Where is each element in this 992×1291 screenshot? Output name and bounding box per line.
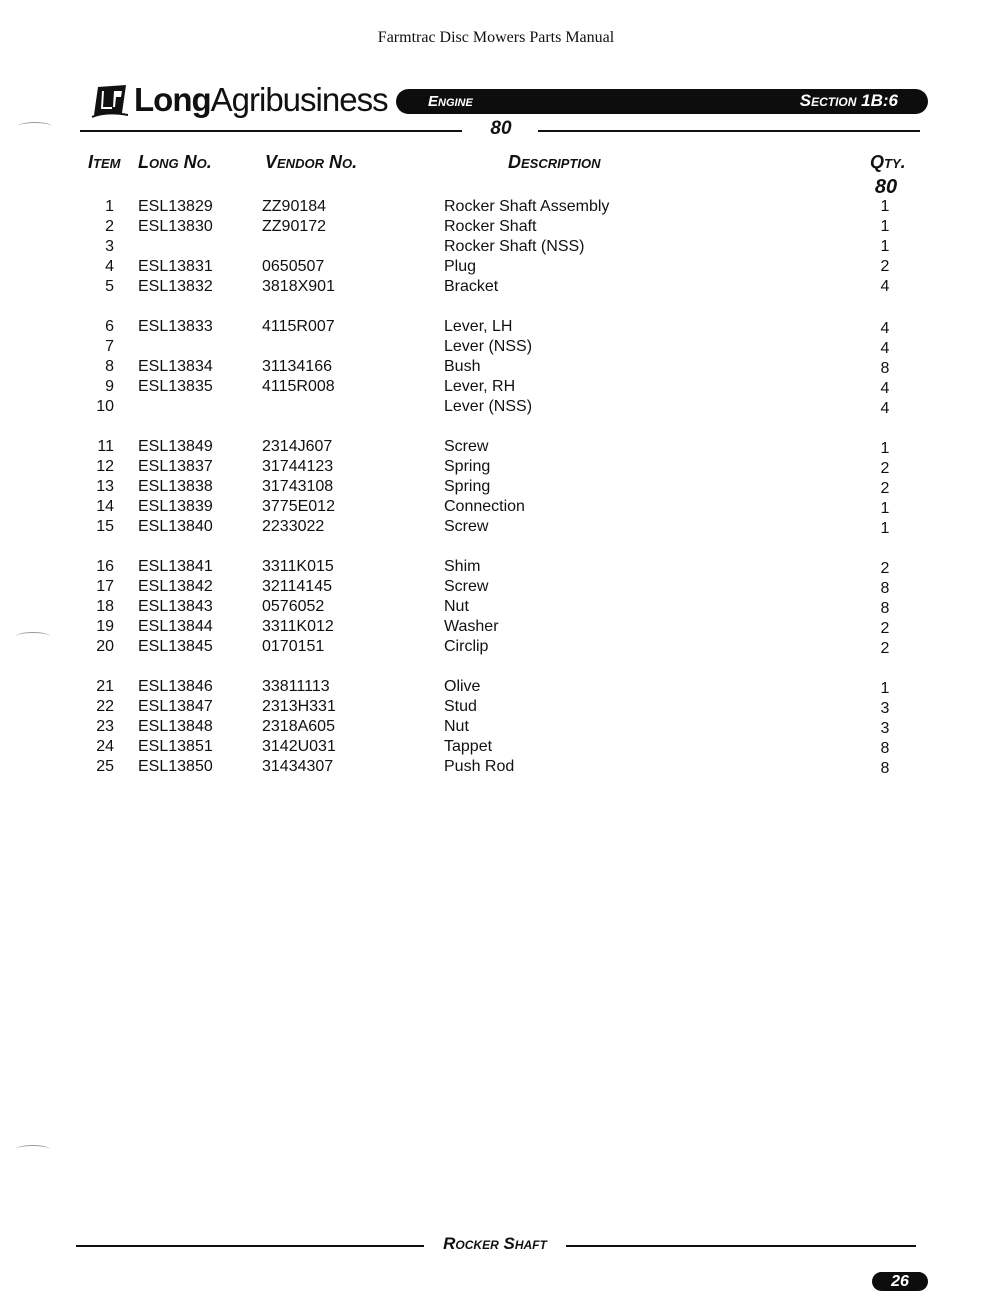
vendor-number: 32114145 <box>262 578 332 595</box>
vendor-number: 3311K015 <box>262 558 334 575</box>
vendor-number: 0650507 <box>262 258 325 275</box>
long-number: ESL13835 <box>138 378 213 395</box>
quantity: 8 <box>880 760 890 777</box>
vendor-number: 3818X901 <box>262 278 335 295</box>
part-description: Nut <box>444 598 469 615</box>
scan-mark <box>16 632 50 641</box>
item-number: 10 <box>96 398 114 415</box>
long-number: ESL13837 <box>138 458 213 475</box>
banner-section: Section 1B:6 <box>799 91 898 110</box>
quantity: 2 <box>880 460 890 477</box>
scan-mark <box>16 1145 50 1154</box>
table-row <box>0 378 992 398</box>
quantity: 8 <box>880 360 890 377</box>
table-row <box>0 198 992 218</box>
long-number: ESL13830 <box>138 218 213 235</box>
document-title: Farmtrac Disc Mowers Parts Manual <box>377 29 615 46</box>
part-description: Lever, RH <box>444 378 516 395</box>
vendor-number: 31434307 <box>262 758 334 775</box>
part-description: Screw <box>444 518 489 535</box>
vendor-number: ZZ90184 <box>262 198 327 215</box>
quantity: 8 <box>880 600 890 617</box>
long-number: ESL13847 <box>138 698 213 715</box>
quantity: 4 <box>880 380 890 397</box>
item-number: 15 <box>96 518 114 535</box>
item-number: 6 <box>105 318 114 335</box>
item-number: 24 <box>96 738 114 755</box>
vendor-number: 33811113 <box>262 678 330 695</box>
part-description: Circlip <box>444 638 489 655</box>
table-row <box>0 598 992 618</box>
long-number: ESL13833 <box>138 318 213 335</box>
part-description: Stud <box>444 698 477 715</box>
quantity: 1 <box>880 440 890 457</box>
quantity: 2 <box>880 258 890 275</box>
part-description: Lever, LH <box>444 318 513 335</box>
item-number: 19 <box>96 618 114 635</box>
long-number: ESL13829 <box>138 198 213 215</box>
item-number: 25 <box>96 758 114 775</box>
vendor-number: 4115R007 <box>262 318 335 335</box>
quantity: 2 <box>880 640 890 657</box>
vendor-number: 31134166 <box>262 358 332 375</box>
table-row <box>0 318 992 338</box>
long-number: ESL13842 <box>138 578 213 595</box>
item-number: 22 <box>96 698 114 715</box>
quantity: 8 <box>880 580 890 597</box>
part-description: Screw <box>444 438 489 455</box>
item-number: 17 <box>96 578 114 595</box>
vendor-number: 2318A605 <box>262 718 335 735</box>
quantity: 4 <box>880 340 890 357</box>
long-number: ESL13840 <box>138 518 213 535</box>
column-header-vendor-no: Vendor No. <box>265 152 358 172</box>
vendor-number: 3311K012 <box>262 618 334 635</box>
quantity: 1 <box>880 500 890 517</box>
table-row <box>0 578 992 598</box>
long-number: ESL13839 <box>138 498 213 515</box>
item-number: 5 <box>105 278 114 295</box>
long-number: ESL13831 <box>138 258 213 275</box>
quantity: 3 <box>880 720 890 737</box>
long-number: ESL13832 <box>138 278 213 295</box>
long-number: ESL13848 <box>138 718 213 735</box>
item-number: 3 <box>105 238 114 255</box>
table-row <box>0 678 992 698</box>
part-description: Rocker Shaft <box>444 218 537 235</box>
item-number: 4 <box>105 258 114 275</box>
quantity: 1 <box>880 198 890 215</box>
long-number: ESL13849 <box>138 438 213 455</box>
table-row <box>0 718 992 738</box>
long-number: ESL13851 <box>138 738 213 755</box>
item-number: 21 <box>96 678 114 695</box>
part-description: Lever (NSS) <box>444 398 533 415</box>
vendor-number: 2313H331 <box>262 698 336 715</box>
part-description: Spring <box>444 478 491 495</box>
table-row <box>0 738 992 758</box>
quantity: 8 <box>880 740 890 757</box>
quantity: 1 <box>880 520 890 537</box>
table-row <box>0 618 992 638</box>
table-row <box>0 398 992 418</box>
table-row <box>0 558 992 578</box>
item-number: 16 <box>96 558 114 575</box>
long-number: ESL13843 <box>138 598 213 615</box>
item-number: 1 <box>105 198 114 215</box>
quantity: 2 <box>880 620 890 637</box>
long-number: ESL13850 <box>138 758 213 775</box>
table-row <box>0 498 992 518</box>
part-description: Lever (NSS) <box>444 338 533 355</box>
part-description: Olive <box>444 678 481 695</box>
long-number: ESL13834 <box>138 358 213 375</box>
vendor-number: 31744123 <box>262 458 334 475</box>
table-row <box>0 518 992 538</box>
part-description: Screw <box>444 578 489 595</box>
quantity: 2 <box>880 560 890 577</box>
table-row <box>0 218 992 238</box>
table-row <box>0 478 992 498</box>
part-description: Plug <box>444 258 477 275</box>
part-description: Rocker Shaft (NSS) <box>444 238 585 255</box>
table-row <box>0 238 992 258</box>
long-number: ESL13845 <box>138 638 213 655</box>
part-description: Bracket <box>444 278 499 295</box>
quantity: 3 <box>880 700 890 717</box>
vendor-number: 2314J607 <box>262 438 333 455</box>
table-row <box>0 438 992 458</box>
table-row <box>0 278 992 298</box>
quantity: 2 <box>880 480 890 497</box>
long-number: ESL13841 <box>138 558 213 575</box>
footer-rule-right <box>566 1245 916 1247</box>
vendor-number: 3775E012 <box>262 498 335 515</box>
table-row <box>0 698 992 718</box>
table-row <box>0 638 992 658</box>
table-row <box>0 758 992 778</box>
item-number: 23 <box>96 718 114 735</box>
table-row <box>0 358 992 378</box>
item-number: 12 <box>96 458 114 475</box>
table-row <box>0 338 992 358</box>
quantity: 4 <box>880 400 890 417</box>
vendor-number: 31743108 <box>262 478 334 495</box>
vendor-number: 0576052 <box>262 598 325 615</box>
column-header-item: Item <box>88 152 121 172</box>
vendor-number: 4115R008 <box>262 378 335 395</box>
long-number: ESL13838 <box>138 478 213 495</box>
qty-model-number: 80 <box>874 176 898 198</box>
footer-title: Rocker Shaft <box>443 1234 547 1253</box>
logo-text-bold: Long <box>134 81 211 118</box>
part-description: Spring <box>444 458 491 475</box>
column-header-qty: Qty. <box>870 152 906 172</box>
part-description: Shim <box>444 558 481 575</box>
column-header-long-no: Long No. <box>138 152 212 172</box>
part-description: Push Rod <box>444 758 515 775</box>
table-row <box>0 258 992 278</box>
footer-rule-left <box>76 1245 424 1247</box>
long-number: ESL13844 <box>138 618 213 635</box>
page-number-badge: 26 <box>872 1272 928 1291</box>
column-header-description: Description <box>508 152 601 172</box>
scan-mark <box>18 122 52 131</box>
item-number: 9 <box>105 378 114 395</box>
part-description: Tappet <box>444 738 493 755</box>
part-description: Connection <box>444 498 525 515</box>
vendor-number: 2233022 <box>262 518 325 535</box>
item-number: 7 <box>105 338 114 355</box>
part-description: Bush <box>444 358 481 375</box>
long-number: ESL13846 <box>138 678 213 695</box>
part-description: Rocker Shaft Assembly <box>444 198 610 215</box>
model-number: 80 <box>490 118 512 139</box>
item-number: 2 <box>105 218 114 235</box>
item-number: 13 <box>96 478 114 495</box>
quantity: 1 <box>880 238 890 255</box>
table-row <box>0 458 992 478</box>
vendor-number: 3142U031 <box>262 738 336 755</box>
quantity: 1 <box>880 680 890 697</box>
quantity: 4 <box>880 320 890 337</box>
item-number: 11 <box>97 438 114 455</box>
banner-category: Engine <box>428 93 473 110</box>
quantity: 4 <box>880 278 890 295</box>
item-number: 18 <box>96 598 114 615</box>
logo-text-regular: Agribusiness <box>210 81 388 118</box>
part-description: Washer <box>444 618 499 635</box>
vendor-number: ZZ90172 <box>262 218 327 235</box>
quantity: 1 <box>880 218 890 235</box>
item-number: 20 <box>96 638 114 655</box>
part-description: Nut <box>444 718 469 735</box>
item-number: 14 <box>96 498 114 515</box>
vendor-number: 0170151 <box>262 638 325 655</box>
item-number: 8 <box>105 358 114 375</box>
